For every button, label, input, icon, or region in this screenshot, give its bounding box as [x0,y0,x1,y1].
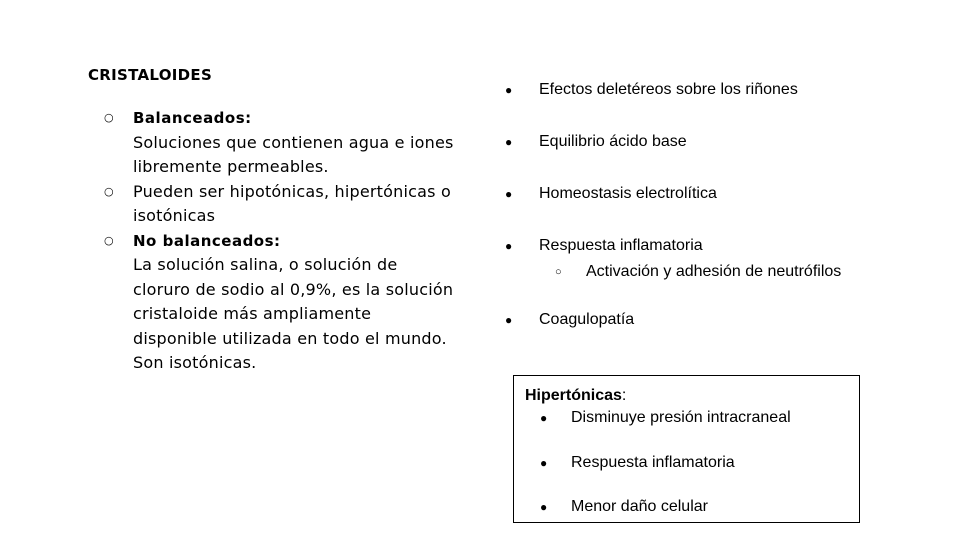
item-text: Respuesta inflamatoria [571,454,735,471]
item-text: Pueden ser hipotónicas, hipertónicas o isotónicas [133,181,451,225]
item-heading: No balanceados: [133,231,281,250]
list-item [505,79,925,101]
hipertonicas-box [513,375,860,523]
filled-circle-bullet-icon: ● [505,135,513,149]
item-text: Homeostasis electrolítica [539,185,717,202]
hollow-circle-bullet-icon: ○ [555,266,562,278]
filled-circle-bullet-icon: ● [505,83,513,97]
list-item [505,309,925,331]
item-text-secondary: Son isotónicas. [133,353,257,372]
filled-circle-bullet-icon: ● [540,500,548,514]
item-heading: Balanceados: [133,109,252,127]
item-text: Equilibrio ácido base [539,133,687,150]
filled-circle-bullet-icon: ● [505,187,513,201]
list-item [505,235,925,257]
item-text: Activación y adhesión de neutrófilos [586,263,842,280]
filled-circle-bullet-icon: ● [505,313,513,327]
item-text: La solución salina, o solución de cloruro de sodio al 0,9%, es la solución cristaloide más ampliamente disponible utilizada en todo el mundo. [133,255,454,348]
item-text: Disminuye presión intracraneal [571,409,791,426]
hollow-circle-bullet-icon: ○ [104,111,114,124]
item-text: Soluciones que contienen agua e iones libremente permeables. [133,132,454,176]
box-title [525,385,859,407]
box-title-text: Hipertónicas [525,387,622,404]
item-text: Respuesta inflamatoria [539,237,703,254]
item-text: Efectos deletéreos sobre los riñones [539,81,798,98]
list-item-balanceados [88,106,458,180]
list-item [505,183,925,205]
sub-list-item [505,261,925,283]
item-text: Menor daño celular [571,498,708,515]
section-title: CRISTALOIDES [88,66,213,84]
list-item [525,452,859,474]
filled-circle-bullet-icon: ● [505,239,513,253]
item-text: Coagulopatía [539,311,635,328]
list-item [525,496,859,518]
list-item-tonicity [88,180,458,229]
list-item [505,131,925,153]
right-column [505,79,925,331]
left-column [88,66,458,376]
left-list [88,106,458,376]
filled-circle-bullet-icon: ● [540,456,548,470]
list-item [525,407,859,429]
filled-circle-bullet-icon: ● [540,411,548,425]
hollow-circle-bullet-icon: ○ [104,184,114,198]
hollow-circle-bullet-icon: ○ [104,233,114,247]
box-title-colon: : [621,387,627,404]
list-item-no-balanceados [88,229,458,376]
